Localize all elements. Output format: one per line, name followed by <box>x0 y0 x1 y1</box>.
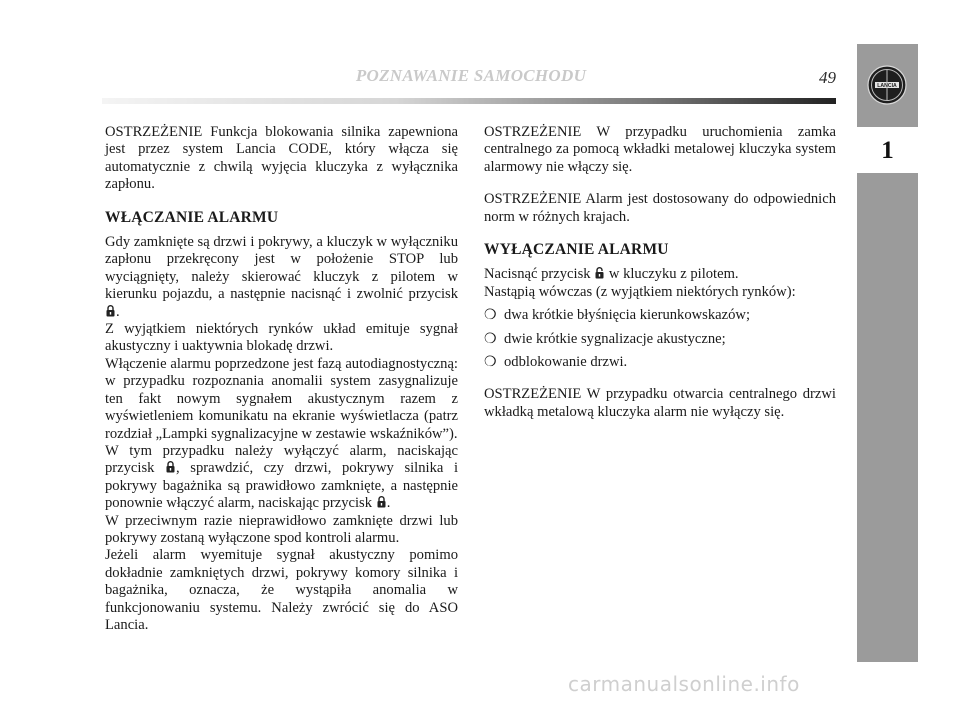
left-warning: OSTRZEŻENIE Funkcja blokowania silnika zapewniona jest przez system Lancia CODE, który włącza się automatycznie z chwilą wyjęcia kluczyka z wyłącznika zapłonu. <box>105 124 458 193</box>
heading-alarm-off: WYŁĄCZANIE ALARMU <box>484 241 669 259</box>
right-warning-1: OSTRZEŻENIE W przypadku uruchomienia zamka centralnego za pomocą wkładki metalowej kluczyka system alarmowy nie włączy się. <box>484 124 836 175</box>
left-paragraph-3: Włączenie alarmu poprzedzone jest fazą autodiagnostyczną: w przypadku rozpoznania anomalii system zasygnalizuje ten fakt nowym sygnałem akustycznym razem z wyświetleniem komunikatu na ekranie wyświetlacza (patrz rozdział „Lampki sygnalizacyjne w zestawie wskaźników”). <box>105 355 458 442</box>
heading-alarm-on: WŁĄCZANIE ALARMU <box>105 208 279 226</box>
watermark: carmanualsonline.info <box>568 672 800 696</box>
list-item: ❍ dwie krótkie sygnalizacje akustyczne; <box>484 330 726 347</box>
left-paragraph-5: W przeciwnym razie nieprawidłowo zamknięte drzwi lub pokrywy zostaną wyłączone spod kontroli alarmu. <box>105 512 458 546</box>
header-rule <box>102 98 836 104</box>
bullet-icon: ❍ <box>484 355 497 371</box>
lock-icon <box>377 496 386 508</box>
lock-icon <box>166 461 175 473</box>
right-column <box>484 124 836 421</box>
list-item: ❍ odblokowanie drzwi. <box>484 354 628 371</box>
right-warning-2: OSTRZEŻENIE Alarm jest dostosowany do odpowiednich norm w różnych krajach. <box>484 191 836 225</box>
bullet-icon: ❍ <box>484 331 497 347</box>
left-paragraph-1: Gdy zamknięte są drzwi i pokrywy, a kluczyk w wyłączniku zapłonu przekręcony jest w położenie STOP lub wyciągnięty, należy skierować kluczyk z pilotem w kierunku pojazdu, a następnie nacisnąć i zwolnić przycisk . <box>105 234 458 320</box>
left-paragraph-6: Jeżeli alarm wyemituje sygnał akustyczny pomimo dokładnie zamkniętych drzwi, pokrywy komory silnika i bagażnika, oznacza, że wystąpiła anomalia w funkcjonowaniu systemu. Należy zwrócić się do ASO Lancia. <box>105 547 458 633</box>
side-tab-top <box>857 44 918 129</box>
left-column <box>105 124 458 634</box>
logo-text: LANCIA <box>877 83 897 89</box>
unlock-icon <box>595 267 604 279</box>
page-number: 49 <box>819 68 836 87</box>
right-paragraph-1: Nacisnąć przycisk w kluczyku z pilotem. <box>484 266 739 283</box>
right-warning-3: OSTRZEŻENIE W przypadku otwarcia centralnego drzwi wkładką metalową kluczyka alarm nie wyłączy się. <box>484 386 836 420</box>
list-item: ❍ dwa krótkie błyśnięcia kierunkowskazów; <box>484 307 750 324</box>
lock-icon <box>106 305 115 317</box>
lancia-logo-icon <box>867 65 907 105</box>
left-paragraph-2: Z wyjątkiem niektórych rynków układ emituje sygnał akustyczny i uaktywnia blokadę drzwi. <box>105 321 458 355</box>
right-paragraph-2: Nastąpią wówczas (z wyjątkiem niektórych rynków): <box>484 283 796 300</box>
page-header-title: POZNAWANIE SAMOCHODU <box>355 66 587 85</box>
bullet-icon: ❍ <box>484 308 497 324</box>
chapter-side-tab <box>857 44 918 662</box>
chapter-number-box <box>857 129 918 173</box>
chapter-number: 1 <box>881 137 894 164</box>
left-paragraph-4: W tym przypadku należy wyłączyć alarm, naciskając przycisk , sprawdzić, czy drzwi, pokrywy silnika i pokrywy bagażnika są prawidłowo zamknięte, a następnie ponownie włączyć alarm, naciskając przycisk . <box>105 442 458 512</box>
